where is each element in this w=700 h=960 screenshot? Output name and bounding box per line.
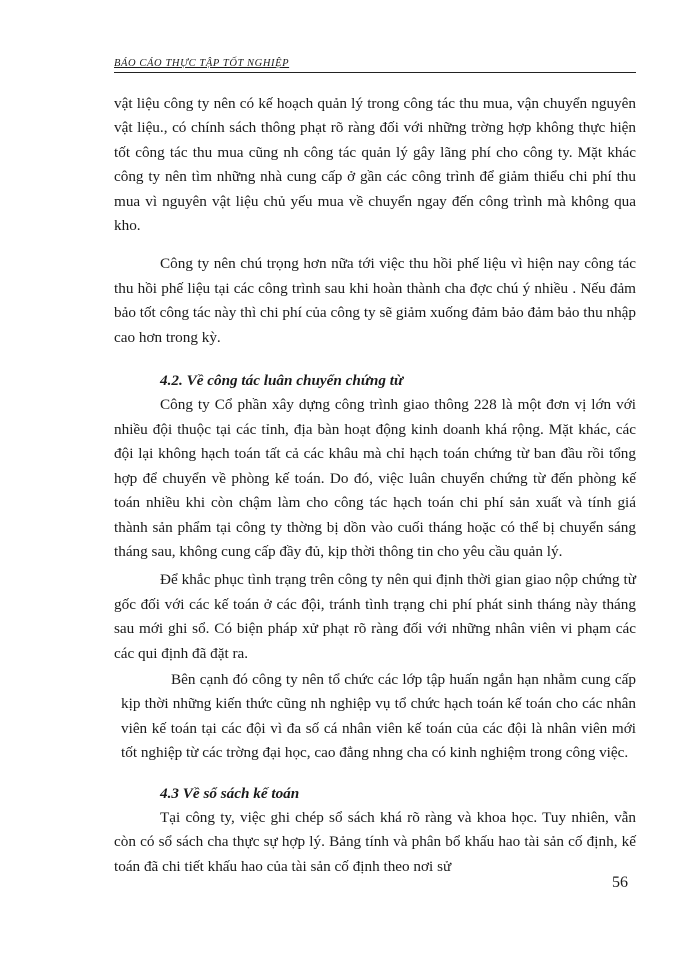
page-number: 56 [612, 874, 628, 891]
spacer [114, 350, 636, 369]
paragraph-3: Công ty Cổ phần xây dựng công trình giao thông 228 là một đơn vị lớn với nhiều đội thuộc tại các tỉnh, địa bàn hoạt động kinh doanh khá rộng. Mặt khác, các đội lại không hạch toán tất cả các khâu mà chỉ hạch toán chứng từ ban đầu rồi tổng hợp để chuyển về phòng kế toán. Do đó, việc luân chuyển chứng từ đến phòng kế toán nhiều khi còn chậm làm cho công tác hạch toán chi phí sản xuất và tính giá thành sản phẩm tại công ty thờng bị dồn vào cuối tháng hoặc có thể bị chuyển sáng tháng sau, không cung cấp đầy đủ, kịp thời thông tin cho yêu cầu quản lý. [114, 396, 636, 560]
header-title: BÁO CÁO THỰC TẬP TỐT NGHIỆP [114, 58, 290, 69]
page-body [114, 92, 636, 879]
header-rule [114, 72, 636, 73]
section-heading-4-2: 4.2. Về công tác luân chuyển chứng từ [160, 372, 404, 390]
paragraph-1: vật liệu công ty nên có kế hoạch quản lý trong công tác thu mua, vận chuyển nguyên vật liệu., có chính sách thông phạt rõ ràng đối với những trờng hợp không thực hiện tốt công tác thu mua cũng nh công tác quản lý gây lãng phí cho công ty. Mặt khác công ty nên tìm những nhà cung cấp ở gần các công trình để giảm thiểu chi phí thu mua vì nguyên vật liệu chủ yếu mua về chuyển ngay đến công trình mà không qua kho. [114, 95, 636, 235]
spacer [114, 766, 636, 782]
page-header [114, 58, 636, 69]
paragraph-4: Để khắc phục tình trạng trên công ty nên qui định thời gian giao nộp chứng từ gốc đối với các kế toán ở các đội, tránh tình trạng chi phí phát sinh tháng này tháng sau mới ghi sổ. Có biện pháp xử phạt rõ ràng đối với những nhân viên vi phạm các các qui định đã đặt ra. [114, 571, 636, 662]
paragraph-2: Công ty nên chú trọng hơn nữa tới việc thu hồi phế liệu vì hiện nay công tác thu hồi phế liệu tại các công trình sau khi hoàn thành cha đợc chú ý nhiều . Nếu đảm bảo tốt công tác này thì chi phí của công ty sẽ giảm xuống đảm bảo đảm bảo thu nhập cao hơn trong kỳ. [114, 255, 636, 346]
paragraph-5: Bên cạnh đó công ty nên tổ chức các lớp tập huấn ngắn hạn nhằm cung cấp kịp thời những kiến thức cũng nh nghiệp vụ tổ chức hạch toán kế toán cho các nhân viên kế toán tại các đội vì đa số cá nhân viên kế toán của các đội là nhân viên mới tốt nghiệp từ các trờng đại học, cao đẳng nhng cha có kinh nghiệm trong công việc. [121, 670, 636, 762]
section-heading-4-3: 4.3 Về sổ sách kế toán [160, 784, 300, 802]
paragraph-6: Tại công ty, việc ghi chép sổ sách khá rõ ràng và khoa học. Tuy nhiên, vẫn còn có sổ sách cha thực sự hợp lý. Bảng tính và phân bổ khấu hao tài sản cố định, kế toán đã chi tiết khấu hao của tài sản cố định theo nơi sử [114, 808, 636, 875]
